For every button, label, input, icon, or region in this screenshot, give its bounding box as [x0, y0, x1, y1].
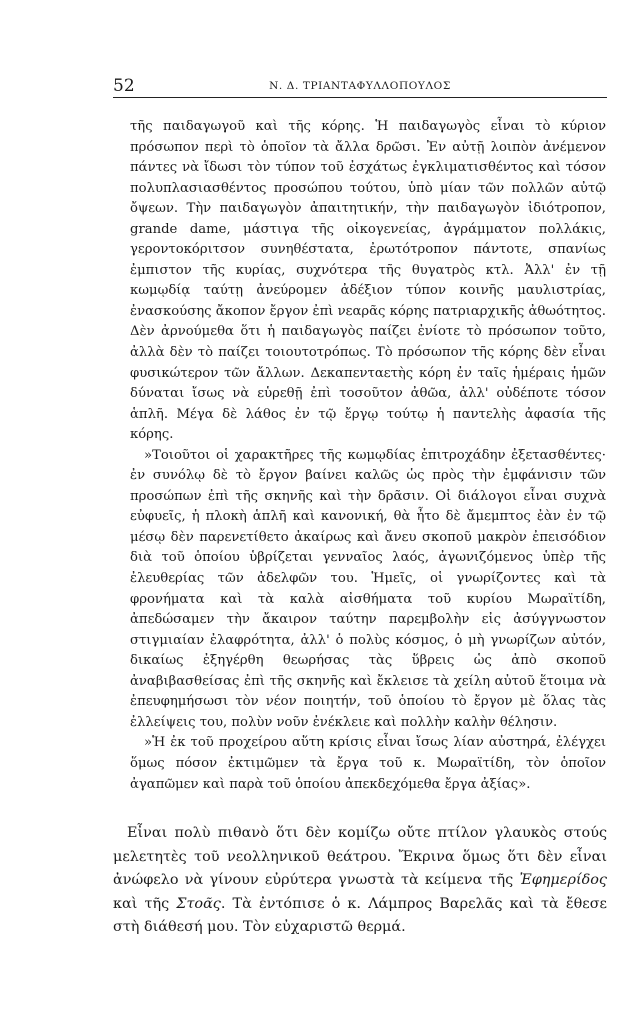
- running-head: Ν. Δ. ΤΡΙΑΝΤΑΦΥΛΛΟΠΟΥΛΟΣ: [269, 80, 451, 92]
- page-number: 52: [113, 76, 135, 96]
- closing-text: . Τὰ ἐντόπισε ὁ κ. Λάμπρος Βαρελᾶς καὶ τὰ ἔθεσε στὴ διάθεσή μου. Τὸν εὐχαριστῶ θερμά.: [113, 895, 607, 936]
- closing-text: καὶ τῆς: [113, 895, 177, 912]
- quote-paragraph: »Ἡ ἐκ τοῦ προχείρου αὕτη κρίσις εἶναι ἴσως λίαν αὐστηρά, ἐλέγχει ὅμως πόσον ἐκτιμῶμεν τὰ ἔργα τοῦ κ. Μωραϊτίδη, τὸν ὁποῖον ἀγαπῶμεν καὶ παρὰ τοῦ ὁποίου ἀπεκδεχόμεθα ἔργα ἀξίας».: [130, 735, 606, 792]
- header-rule: [113, 97, 607, 98]
- closing-paragraph: [113, 822, 607, 940]
- quote-paragraph: τῆς παιδαγωγοῦ καὶ τῆς κόρης. Ἡ παιδαγωγὸς εἶναι τὸ κύριον πρόσωπον περὶ τὸ ὁποῖον τὰ ἄλλα δρῶσι. Ἐν αὐτῇ λοιπὸν ἀνέμενον πάντες νὰ ἴδωσι τὸν τύπον τοῦ ἐσχάτως ἐγκλιματισθέντος καὶ τόσον πολυπλασιασθέντος προσώπου τούτου, ὑπὸ μίαν τῶν πολλῶν αὐτῷ ὄψεων. Τὴν παιδαγωγὸν ἀπαιτητικήν, τὴν παιδαγωγὸν ἰδιότροπον, grande dame, μάστιγα τῆς οἰκογενείας, ἀγράμματον πολλάκις, γεροντοκόριτσον συνηθέστατα, ἐρωτότροπον πάντοτε, σπανίως ἐμπιστον τῆς κυρίας, συχνότερα τῆς θυγατρὸς κτλ. Ἀλλ' ἐν τῇ κωμῳδίᾳ ταύτῃ ἀνεύρομεν ἀδέξιον τύπον κοινῆς μαυλιστρίας, ἐνασκούσης ἄκοπον ἔργον ἐπὶ νεαρᾶς κόρης πατριαρχικῆς ἀθωότητος. Δὲν ἀρνούμεθα ὅτι ἡ παιδαγωγὸς παίζει ἐνίοτε τὸ πρόσωπον τοῦτο, ἀλλὰ δὲν τὸ παίζει τοιουτοτρόπως. Τὸ πρόσωπον τῆς κόρης δὲν εἶναι φυσικώτερον τῶν ἄλλων. Δεκαπενταετὴς κόρη ἐν ταῖς ἡμέραις ἡμῶν δύναται ἴσως νὰ εὑρεθῇ ἐπὶ τοσοῦτον ἀθῶα, ἀλλ' οὐδέποτε τόσον ἁπλῆ. Μέγα δὲ λάθος ἐν τῷ ἔργῳ τούτῳ ἡ παντελὴς ἀφασία τῆς κόρης.: [130, 119, 606, 443]
- page-header: [113, 76, 607, 98]
- newspaper-title: Ἐφημερίδος: [519, 872, 607, 889]
- closing-text: Εἶναι πολὺ πιθανὸ ὅτι δὲν κομίζω οὔτε πτίλον γλαυκὸς στούς μελετητὲς τοῦ νεολληνικοῦ θεάτρου. Ἔκρινα ὅμως ὅτι δὲν εἶναι ἀνώφελο νὰ γίνουν εὐρύτερα γνωστὰ τὰ κείμενα τῆς: [113, 825, 607, 889]
- closing-note-block: [113, 822, 607, 940]
- quote-paragraph: »Τοιοῦτοι οἱ χαρακτῆρες τῆς κωμῳδίας ἐπιτροχάδην ἐξετασθέντες· ἐν συνόλῳ δὲ τὸ ἔργον βαίνει καλῶς ὡς πρὸς τὴν ἐμφάνισιν τῶν προσώπων ἐπὶ τῆς σκηνῆς καὶ τὴν δρᾶσιν. Οἱ διάλογοι εἶναι συχνὰ εὐφυεῖς, ἡ πλοκὴ ἁπλῆ καὶ κανονική, θὰ ἦτο δὲ ἄμεμπτος ἐὰν ἐν τῷ μέσῳ δὲν παρενετίθετο ἀκαίρως καὶ ἄνευ σκοποῦ μακρὸν ἐπεισόδιον διὰ τοῦ ὁποίου ὑβρίζεται γενναῖος λαός, ἀγωνιζόμενος ὑπὲρ τῆς ἐλευθερίας τῶν ἀδελφῶν του. Ἡμεῖς, οἱ γνωρίζοντες καὶ τὰ φρονήματα καὶ τὰ καλὰ αἰσθήματα τοῦ κυρίου Μωραϊτίδη, ἀπεδώσαμεν τὴν ἄκαιρον ταύτην παρεμβολὴν εἰς ἀσύγγνωστον στιγμιαίαν ἐλαφρότητα, ἀλλ' ὁ πολὺς κόσμος, ὁ μὴ γνωρίζων αὐτόν, δικαίως ἐξηγέρθη θεωρήσας τὰς ὕβρεις ὡς ἀπὸ σκοποῦ ἀναβιβασθείσας ἐπὶ τῆς σκηνῆς καὶ ἔκλεισε τὰ χείλη αὐτοῦ ἕτοιμα νὰ ἐπευφημήσωσι τὸν νέον ποιητήν, τοῦ ὁποίου τὸ ἔργον μὲ ὅλας τὰς ἐλλείψεις του, πολὺν νοῦν ἐνέκλειε καὶ πολλὴν καλὴν θέλησιν.: [130, 447, 606, 730]
- newspaper-title: Στοᾶς: [176, 895, 221, 912]
- quoted-review-block: [130, 117, 606, 795]
